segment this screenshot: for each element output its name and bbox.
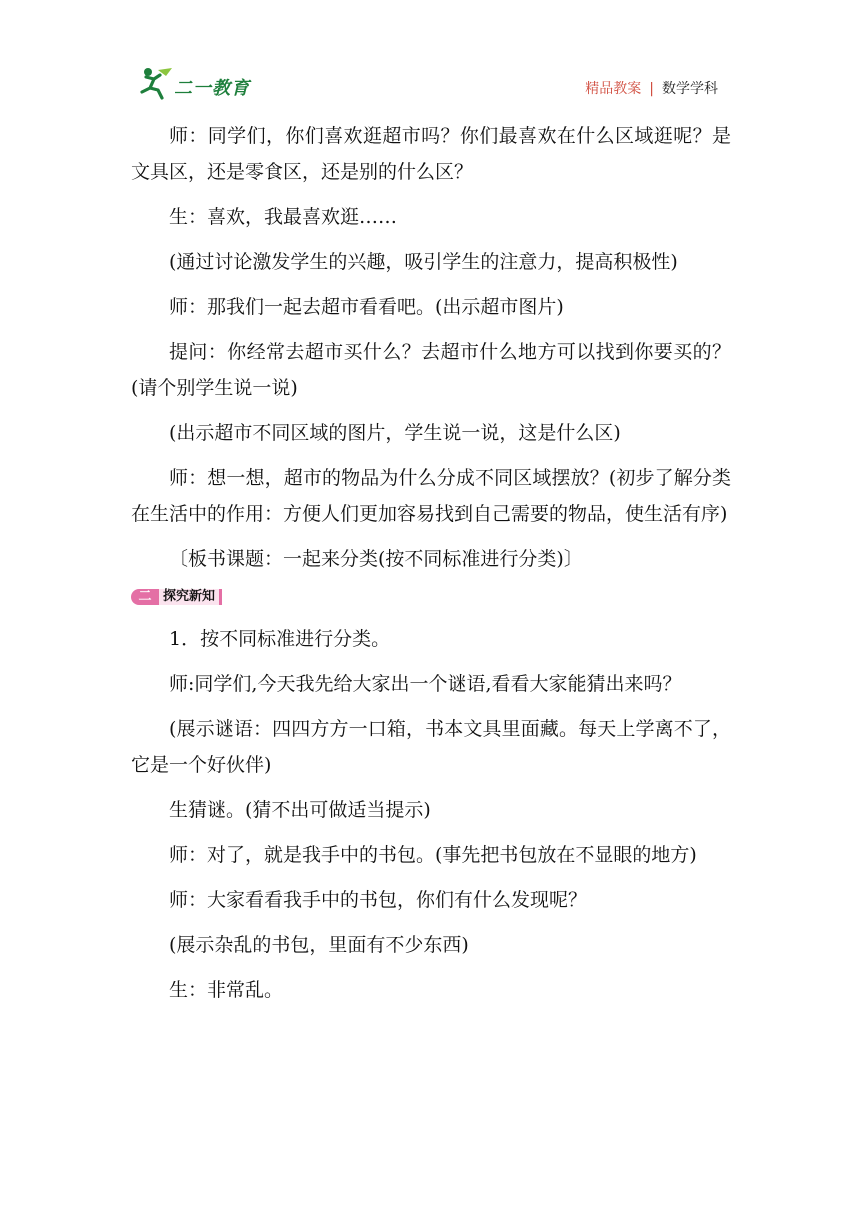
paragraph: 师：对了，就是我手中的书包。(事先把书包放在不显眼的地方): [169, 844, 697, 866]
logo-text: 二一教育: [174, 78, 250, 99]
section-heading: [131, 583, 731, 611]
document-body: [131, 118, 731, 1017]
paragraph: 师：那我们一起去超市看看吧。(出示超市图片): [169, 296, 564, 318]
runner-logo-icon: [138, 66, 174, 100]
section-number-badge: 二: [131, 589, 159, 605]
paragraph: (通过讨论激发学生的兴趣，吸引学生的注意力，提高积极性): [169, 251, 678, 273]
paragraph: 生：非常乱。: [169, 979, 284, 1001]
section-bar-decoration: [219, 589, 222, 605]
paragraph: (展示杂乱的书包，里面有不少东西): [169, 934, 469, 956]
logo: [138, 66, 288, 102]
page-header: [0, 0, 860, 110]
paragraph: 师：大家看看我手中的书包，你们有什么发现呢？: [169, 889, 588, 911]
paragraph: (展示谜语：四四方方一口箱，书本文具里面藏。每天上学离不了，它是一个好伙伴): [131, 718, 731, 776]
paragraph: 师：想一想，超市的物品为什么分成不同区域摆放？(初步了解分类在生活中的作用：方便人们更加容易找到自己需要的物品，使生活有序): [131, 467, 731, 525]
header-tags: [585, 78, 718, 98]
section-title: 探究新知: [159, 589, 219, 605]
paragraph: 生猜谜。(猜不出可做适当提示): [169, 799, 431, 821]
paragraph: 师:同学们,今天我先给大家出一个谜语,看看大家能猜出来吗？: [169, 673, 682, 695]
paragraph: 提问：你经常去超市买什么？去超市什么地方可以找到你要买的？(请个别学生说一说): [131, 341, 731, 399]
header-tag-left: 精品教案: [585, 81, 642, 97]
paragraph: 师：同学们，你们喜欢逛超市吗？你们最喜欢在什么区域逛呢？是文具区，还是零食区，还是别的什么区？: [131, 125, 731, 183]
paragraph: 生：喜欢，我最喜欢逛……: [169, 206, 398, 228]
paragraph: 1．按不同标准进行分类。: [169, 628, 391, 650]
board-title-paragraph: 〔板书课题：一起来分类(按不同标准进行分类)〕: [169, 548, 583, 570]
header-tag-right: 数学学科: [662, 81, 718, 97]
header-separator: |: [649, 81, 654, 97]
paragraph: (出示超市不同区域的图片，学生说一说，这是什么区): [169, 422, 621, 444]
